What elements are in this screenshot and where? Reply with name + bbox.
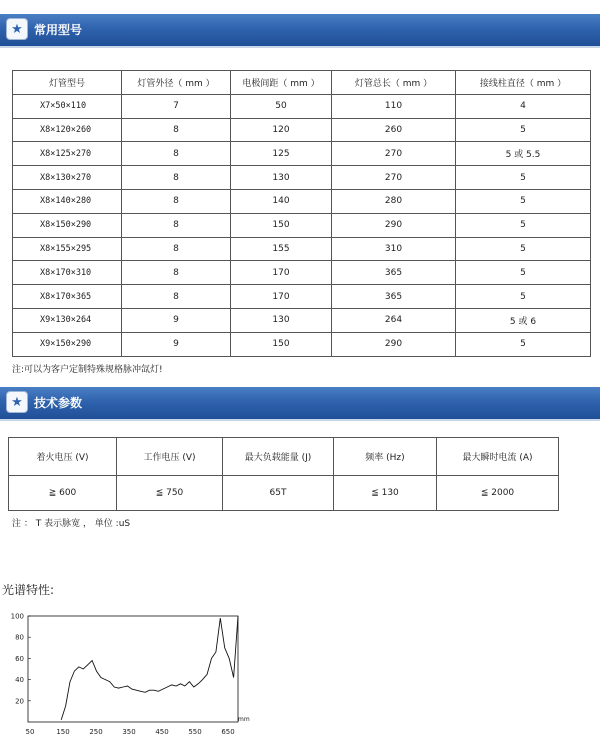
outer-diameter-cell: 9: [122, 308, 231, 332]
y-tick-label: 80: [15, 633, 24, 642]
section-header-params: [0, 387, 600, 421]
col-header-total-length: 灯管总长（ mm ）: [332, 71, 456, 95]
outer-diameter-cell: 8: [122, 189, 231, 213]
table-row: [9, 476, 559, 511]
x-tick-label: 250: [89, 728, 103, 734]
terminal-diameter-cell: 5: [456, 285, 591, 309]
col-header-frequency: 频率 (Hz): [334, 438, 437, 476]
table-row: [13, 332, 591, 356]
working-voltage-value: ≦ 750: [117, 476, 223, 511]
table-row: [13, 189, 591, 213]
model-cell: X9×130×264: [13, 308, 122, 332]
terminal-diameter-cell: 5: [456, 237, 591, 261]
col-header-ignition-voltage: 着火电压 (V): [9, 438, 117, 476]
table-header-row: [13, 71, 591, 95]
terminal-diameter-cell: 5 或 5.5: [456, 142, 591, 166]
terminal-diameter-cell: 4: [456, 94, 591, 118]
electrode-gap-cell: 140: [231, 189, 332, 213]
x-tick-label: 150: [56, 728, 70, 734]
total-length-cell: 280: [332, 189, 456, 213]
outer-diameter-cell: 8: [122, 285, 231, 309]
col-header-outer-diameter: 灯管外径（ mm ）: [122, 71, 231, 95]
outer-diameter-cell: 8: [122, 142, 231, 166]
electrode-gap-cell: 120: [231, 118, 332, 142]
total-length-cell: 290: [332, 213, 456, 237]
electrode-gap-cell: 150: [231, 213, 332, 237]
outer-diameter-cell: 8: [122, 166, 231, 190]
model-cell: X8×140×280: [13, 189, 122, 213]
model-cell: X8×120×260: [13, 118, 122, 142]
col-header-electrode-gap: 电极间距（ mm ）: [231, 71, 332, 95]
outer-diameter-cell: 8: [122, 261, 231, 285]
electrode-gap-cell: 170: [231, 261, 332, 285]
x-unit-label: mm: [238, 716, 250, 723]
y-tick-label: 40: [15, 676, 24, 685]
total-length-cell: 260: [332, 118, 456, 142]
x-tick-label: 50: [25, 728, 35, 734]
model-cell: X8×170×365: [13, 285, 122, 309]
params-note: 注 ： T 表示脉宽 ， 单位 :uS: [12, 519, 131, 529]
params-table: [8, 437, 559, 511]
col-header-max-load-energy: 最大负载能量 (J): [223, 438, 334, 476]
star-icon: ★: [6, 391, 28, 413]
outer-diameter-cell: 9: [122, 332, 231, 356]
model-cell: X8×150×290: [13, 213, 122, 237]
terminal-diameter-cell: 5: [456, 118, 591, 142]
max-peak-current-value: ≦ 2000: [437, 476, 559, 511]
electrode-gap-cell: 150: [231, 332, 332, 356]
total-length-cell: 365: [332, 261, 456, 285]
terminal-diameter-cell: 5: [456, 261, 591, 285]
spectrum-chart: [0, 604, 260, 734]
table-row: [13, 285, 591, 309]
section-header-models: [0, 14, 600, 48]
outer-diameter-cell: 7: [122, 94, 231, 118]
x-tick-label: 650: [221, 728, 235, 734]
model-cell: X8×125×270: [13, 142, 122, 166]
model-cell: X8×155×295: [13, 237, 122, 261]
col-header-model: 灯管型号: [13, 71, 122, 95]
y-tick-label: 100: [10, 612, 24, 621]
model-cell: X8×170×310: [13, 261, 122, 285]
plot-frame: [28, 616, 238, 722]
max-load-energy-value: 65T: [223, 476, 334, 511]
electrode-gap-cell: 125: [231, 142, 332, 166]
table-row: [13, 308, 591, 332]
total-length-cell: 270: [332, 142, 456, 166]
section-title-models: 常用型号: [34, 23, 83, 37]
spectrum-label: 光谱特性:: [2, 583, 55, 597]
terminal-diameter-cell: 5: [456, 213, 591, 237]
model-cell: X7×50×110: [13, 94, 122, 118]
table-row: [13, 94, 591, 118]
ignition-voltage-value: ≧ 600: [9, 476, 117, 511]
terminal-diameter-cell: 5 或 6: [456, 308, 591, 332]
table-row: [13, 142, 591, 166]
x-tick-label: 350: [122, 728, 136, 734]
table-row: [13, 213, 591, 237]
table-row: [13, 237, 591, 261]
table-header-row: [9, 438, 559, 476]
chart-axes: [28, 616, 238, 722]
models-note: 注:可以为客户定制特殊规格脉冲氙灯!: [12, 365, 163, 375]
electrode-gap-cell: 50: [231, 94, 332, 118]
model-cell: X9×150×290: [13, 332, 122, 356]
terminal-diameter-cell: 5: [456, 332, 591, 356]
electrode-gap-cell: 155: [231, 237, 332, 261]
terminal-diameter-cell: 5: [456, 166, 591, 190]
models-table: [12, 70, 591, 357]
outer-diameter-cell: 8: [122, 237, 231, 261]
col-header-max-peak-current: 最大瞬时电流 (A): [437, 438, 559, 476]
total-length-cell: 290: [332, 332, 456, 356]
col-header-terminal-diameter: 接线柱直径（ mm ）: [456, 71, 591, 95]
x-tick-label: 550: [188, 728, 202, 734]
total-length-cell: 310: [332, 237, 456, 261]
total-length-cell: 270: [332, 166, 456, 190]
chart-ticks: [11, 613, 235, 734]
electrode-gap-cell: 130: [231, 166, 332, 190]
col-header-working-voltage: 工作电压 (V): [117, 438, 223, 476]
table-row: [13, 261, 591, 285]
y-tick-label: 20: [15, 697, 24, 706]
total-length-cell: 264: [332, 308, 456, 332]
star-icon: ★: [6, 18, 28, 40]
electrode-gap-cell: 130: [231, 308, 332, 332]
table-row: [13, 118, 591, 142]
section-title-params: 技术参数: [34, 396, 83, 410]
outer-diameter-cell: 8: [122, 213, 231, 237]
frequency-value: ≦ 130: [334, 476, 437, 511]
series-line: [61, 616, 238, 720]
model-cell: X8×130×270: [13, 166, 122, 190]
total-length-cell: 110: [332, 94, 456, 118]
terminal-diameter-cell: 5: [456, 189, 591, 213]
total-length-cell: 365: [332, 285, 456, 309]
table-row: [13, 166, 591, 190]
y-tick-label: 60: [15, 654, 24, 663]
electrode-gap-cell: 170: [231, 285, 332, 309]
x-tick-label: 450: [155, 728, 169, 734]
outer-diameter-cell: 8: [122, 118, 231, 142]
